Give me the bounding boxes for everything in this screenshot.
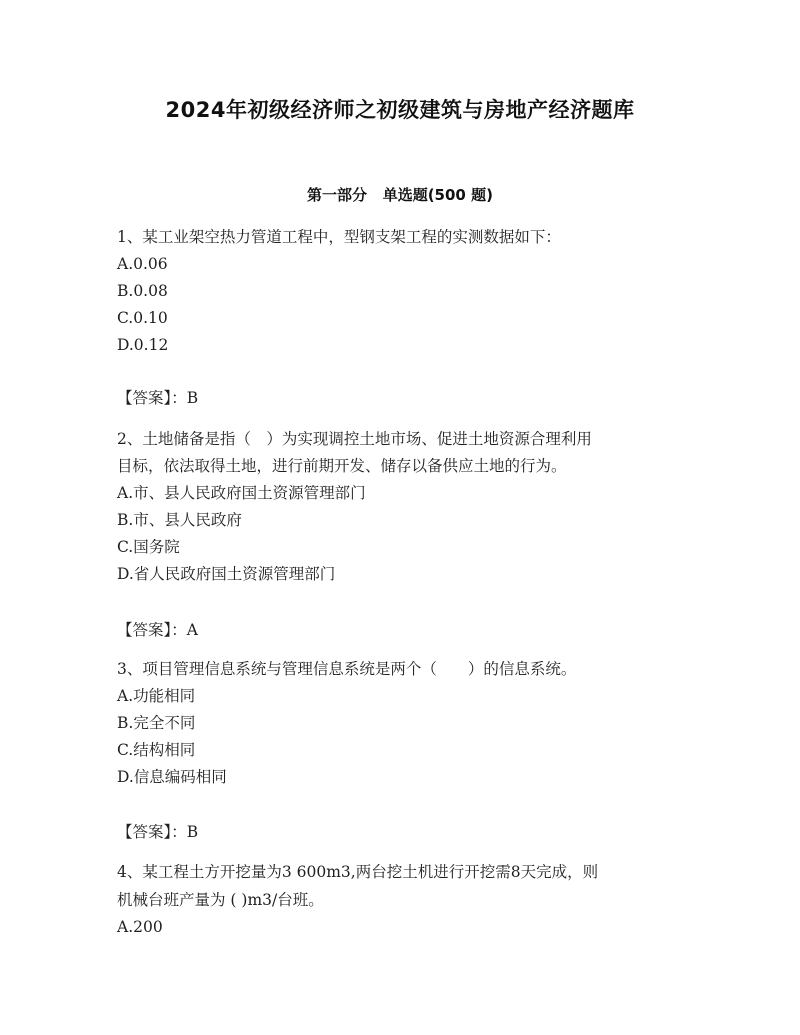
question-4-stem-line-1: 4、某工程土方开挖量为3 600m3,两台挖土机进行开挖需8天完成，则 [117, 863, 599, 881]
question-4-option-a: A.200 [117, 918, 163, 936]
question-2-option-a: A.市、县人民政府国土资源管理部门 [117, 484, 366, 502]
question-3-answer: 【答案】：B [117, 823, 199, 841]
question-3-option-b: B.完全不同 [117, 714, 196, 732]
question-1-answer: 【答案】：B [117, 389, 199, 407]
question-3-option-c: C.结构相同 [117, 741, 196, 759]
question-1-option-c: C.0.10 [117, 309, 168, 327]
question-2-stem-line-2: 目标，依法取得土地，进行前期开发、储存以备供应土地的行为。 [117, 457, 567, 475]
question-2-option-d: D.省人民政府国土资源管理部门 [117, 565, 336, 583]
question-3-option-d: D.信息编码相同 [117, 768, 227, 786]
question-2-option-c: C.国务院 [117, 538, 180, 556]
question-2-answer: 【答案】：A [117, 621, 198, 639]
question-2-stem-line-1: 2、土地储备是指（ ）为实现调控土地市场、促进土地资源合理利用 [117, 430, 592, 448]
question-3-stem: 3、项目管理信息系统与管理信息系统是两个（ ）的信息系统。 [117, 660, 577, 678]
question-1-option-d: D.0.12 [117, 336, 169, 354]
question-1-option-b: B.0.08 [117, 282, 168, 300]
question-1-option-a: A.0.06 [117, 255, 168, 273]
question-3-option-a: A.功能相同 [117, 687, 196, 705]
question-4-stem-line-2: 机械台班产量为 ( )m3/台班。 [117, 891, 324, 909]
document-title: 2024年初级经济师之初级建筑与房地产经济题库 [165, 98, 635, 122]
question-2-option-b: B.市、县人民政府 [117, 511, 242, 529]
section-title: 第一部分 单选题(500 题) [307, 186, 493, 204]
question-1-stem: 1、某工业架空热力管道工程中，型钢支架工程的实测数据如下： [117, 228, 561, 246]
